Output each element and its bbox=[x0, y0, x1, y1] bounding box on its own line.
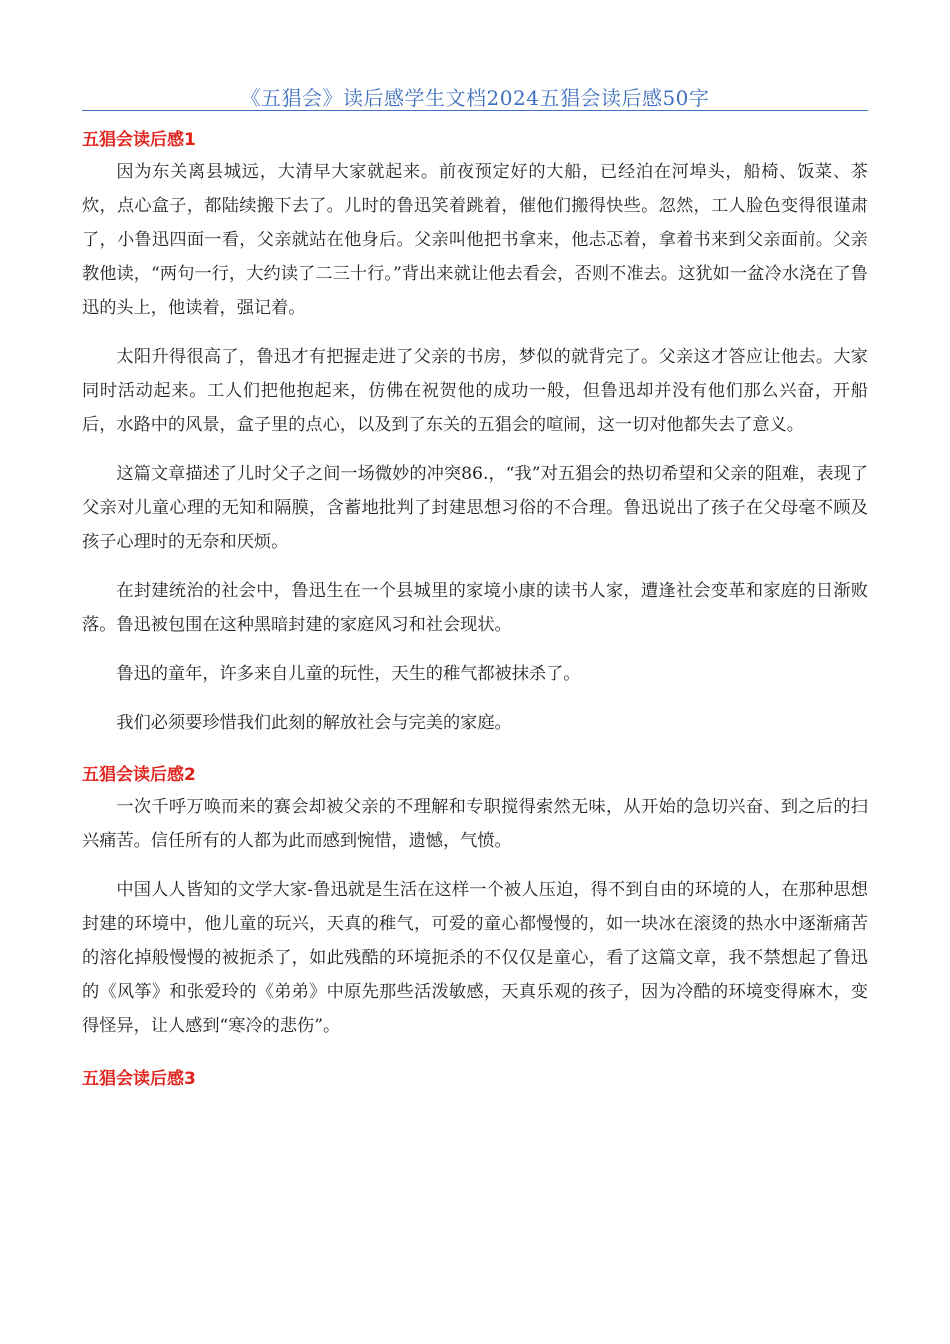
paragraph: 鲁迅的童年，许多来自儿童的玩性，天生的稚气都被抹杀了。 bbox=[116, 664, 581, 684]
paragraph: 一次千呼万唤而来的赛会却被父亲的不理解和专职搅得索然无味，从开始的急切兴奋、到之后的扫兴痛苦。信任所有的人都为此而感到惋惜，遗憾，气愤。 bbox=[82, 797, 868, 851]
section-heading: 五猖会读后感1 bbox=[82, 130, 196, 150]
document-body bbox=[82, 125, 868, 1094]
paragraph: 这篇文章描述了儿时父子之间一场微妙的冲突86.，“我”对五猖会的热切希望和父亲的阻难，表现了父亲对儿童心理的无知和隔膜，含蓄地批判了封建思想习俗的不合理。鲁迅说出了孩子在父母毫不顾及孩子心理时的无奈和厌烦。 bbox=[82, 464, 868, 552]
section-heading: 五猖会读后感3 bbox=[82, 1069, 196, 1089]
header-divider bbox=[82, 110, 868, 111]
paragraph: 因为东关离县城远，大清早大家就起来。前夜预定好的大船，已经泊在河埠头，船椅、饭菜、茶炊，点心盒子，都陆续搬下去了。儿时的鲁迅笑着跳着，催他们搬得快些。忽然，工人脸色变得很谨肃了，小鲁迅四面一看，父亲就站在他身后。父亲叫他把书拿来，他忐忑着，拿着书来到父亲面前。父亲教他读，“两句一行，大约读了二三十行。”背出来就让他去看会，否则不准去。这犹如一盆冷水浇在了鲁迅的头上，他读着，强记着。 bbox=[82, 162, 868, 318]
section-heading: 五猖会读后感2 bbox=[82, 765, 196, 785]
paragraph: 中国人人皆知的文学大家-鲁迅就是生活在这样一个被人压迫，得不到自由的环境的人，在那种思想封建的环境中，他儿童的玩兴，天真的稚气，可爱的童心都慢慢的，如一块冰在滚烫的热水中逐渐痛苦的溶化掉般慢慢的被扼杀了，如此残酷的环境扼杀的不仅仅是童心，看了这篇文章，我不禁想起了鲁迅的《风筝》和张爱玲的《弟弟》中原先那些活泼敏感，天真乐观的孩子，因为冷酷的环境变得麻木，变得怪异，让人感到“寒冷的悲伤”。 bbox=[82, 880, 868, 1036]
section-2 bbox=[82, 760, 868, 1043]
paragraph: 我们必须要珍惜我们此刻的解放社会与完美的家庭。 bbox=[116, 713, 512, 733]
section-1 bbox=[82, 125, 868, 740]
document-header-title: 《五猖会》读后感学生文档2024五猖会读后感50字 bbox=[240, 86, 710, 110]
section-3 bbox=[82, 1064, 868, 1094]
paragraph: 在封建统治的社会中，鲁迅生在一个县城里的家境小康的读书人家，遭逢社会变革和家庭的日渐败落。鲁迅被包围在这种黑暗封建的家庭风习和社会现状。 bbox=[82, 581, 868, 635]
paragraph: 太阳升得很高了，鲁迅才有把握走进了父亲的书房，梦似的就背完了。父亲这才答应让他去。大家同时活动起来。工人们把他抱起来，仿佛在祝贺他的成功一般，但鲁迅却并没有他们那么兴奋，开船后，水路中的风景，盒子里的点心，以及到了东关的五猖会的喧闹，这一切对他都失去了意义。 bbox=[82, 347, 868, 435]
